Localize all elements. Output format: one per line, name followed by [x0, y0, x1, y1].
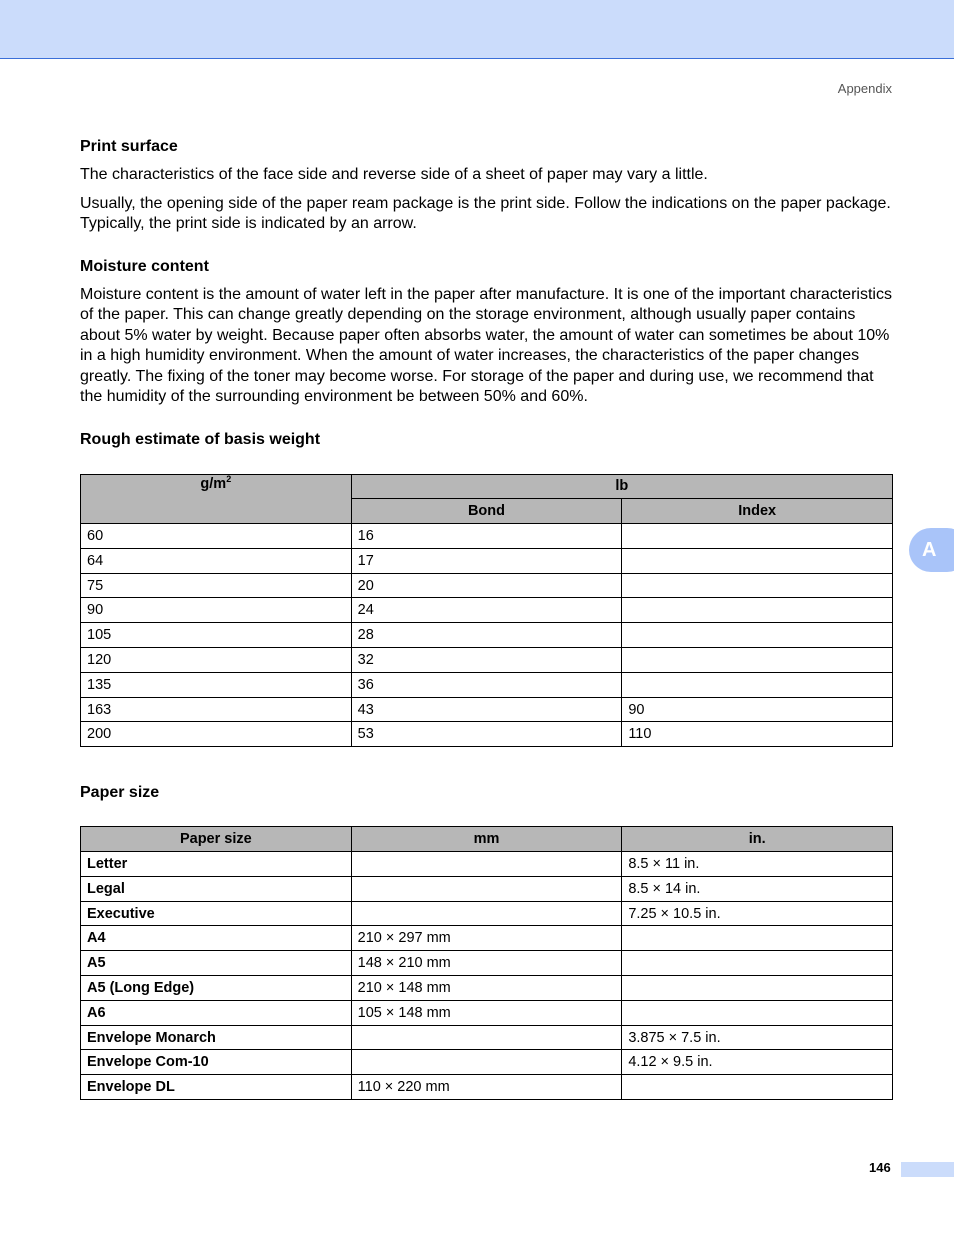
table-row	[81, 623, 893, 648]
table-cell: 3.875 × 7.5 in.	[622, 1025, 893, 1050]
table-row	[81, 852, 893, 877]
table-cell	[622, 623, 893, 648]
table-cell: 16	[351, 524, 622, 549]
table-cell: 105 × 148 mm	[351, 1000, 622, 1025]
table-cell: 110 × 220 mm	[351, 1075, 622, 1100]
basis-weight-table	[80, 474, 893, 748]
table-row	[81, 976, 893, 1001]
page-number: 146	[869, 1160, 891, 1175]
table-row	[81, 901, 893, 926]
table-cell: 110	[622, 722, 893, 747]
paper-size-table	[80, 826, 893, 1100]
table-row	[81, 573, 893, 598]
table-cell: 64	[81, 548, 352, 573]
moisture-heading: Moisture content	[80, 257, 209, 275]
page-content	[80, 137, 892, 1100]
table-cell: Envelope Com-10	[81, 1050, 352, 1075]
table-row	[81, 1000, 893, 1025]
header-bond: Bond	[351, 499, 622, 524]
table-cell	[622, 524, 893, 549]
table-cell	[622, 573, 893, 598]
table-cell: Envelope Monarch	[81, 1025, 352, 1050]
table-cell: 8.5 × 14 in.	[622, 876, 893, 901]
table-cell: 43	[351, 697, 622, 722]
table-cell: 36	[351, 672, 622, 697]
table-cell	[351, 1050, 622, 1075]
table-row	[81, 524, 893, 549]
table-cell: 120	[81, 648, 352, 673]
table-cell: 53	[351, 722, 622, 747]
basis-weight-heading: Rough estimate of basis weight	[80, 430, 321, 448]
table-cell: 20	[351, 573, 622, 598]
table-cell: Envelope DL	[81, 1075, 352, 1100]
moisture-para: Moisture content is the amount of water left in the paper after manufacture. It is one of the important characteristics of the paper. This can change greatly depending on the storage environment, although usually paper contains about 5% water by weight. Because paper often absorbs water, the amount of water can sometimes be about 10% in a high humidity environment. When the amount of water increases, the characteristics of the paper changes greatly. The fixing of the toner may become worse. For storage of the paper and during use, we recommend that the humidity of the surrounding environment be between 50% and 60%.	[80, 285, 892, 405]
table-cell: 163	[81, 697, 352, 722]
header-in: in.	[622, 827, 893, 852]
table-cell: 148 × 210 mm	[351, 951, 622, 976]
table-row	[81, 876, 893, 901]
table-cell: 24	[351, 598, 622, 623]
header-band	[0, 0, 954, 59]
table-row	[81, 1050, 893, 1075]
table-cell: Letter	[81, 852, 352, 877]
table-cell	[351, 876, 622, 901]
table-row	[81, 951, 893, 976]
table-cell: 32	[351, 648, 622, 673]
table-row	[81, 1025, 893, 1050]
table-cell	[622, 926, 893, 951]
header-lb: lb	[351, 474, 892, 499]
table-cell: 8.5 × 11 in.	[622, 852, 893, 877]
paper-size-heading: Paper size	[80, 784, 160, 802]
table-cell: A5	[81, 951, 352, 976]
header-index: Index	[622, 499, 893, 524]
table-cell	[351, 852, 622, 877]
table-row	[81, 648, 893, 673]
table-row	[81, 697, 893, 722]
table-cell	[622, 951, 893, 976]
appendix-side-tab: A	[909, 528, 954, 572]
table-cell: 90	[81, 598, 352, 623]
table-cell	[622, 648, 893, 673]
table-cell	[622, 598, 893, 623]
table-cell: Legal	[81, 876, 352, 901]
table-cell: 4.12 × 9.5 in.	[622, 1050, 893, 1075]
table-cell	[351, 901, 622, 926]
table-cell	[622, 1000, 893, 1025]
table-cell: A6	[81, 1000, 352, 1025]
table-cell: 75	[81, 573, 352, 598]
table-row	[81, 548, 893, 573]
header-gsm: $g/m^2$	[81, 474, 352, 524]
table-row	[81, 672, 893, 697]
table-cell	[622, 1075, 893, 1100]
print-surface-para-1: The characteristics of the face side and reverse side of a sheet of paper may vary a little.	[80, 166, 708, 183]
table-cell: Executive	[81, 901, 352, 926]
table-cell: 17	[351, 548, 622, 573]
table-cell	[622, 548, 893, 573]
table-cell: 200	[81, 722, 352, 747]
table-row	[81, 722, 893, 747]
table-cell	[622, 976, 893, 1001]
table-cell: 28	[351, 623, 622, 648]
table-row	[81, 926, 893, 951]
running-head: Appendix	[837, 81, 892, 96]
table-cell: A5 (Long Edge)	[81, 976, 352, 1001]
print-surface-para-2: Usually, the opening side of the paper ream package is the print side. Follow the indications on the paper package. Typically, the print side is indicated by an arrow.	[80, 194, 891, 232]
header-mm: mm	[351, 827, 622, 852]
table-cell	[622, 672, 893, 697]
table-cell: 90	[622, 697, 893, 722]
table-cell	[351, 1025, 622, 1050]
table-row	[81, 598, 893, 623]
table-cell: 210 × 148 mm	[351, 976, 622, 1001]
header-paper-size: Paper size	[81, 827, 352, 852]
print-surface-heading: Print surface	[80, 138, 178, 155]
table-cell: 7.25 × 10.5 in.	[622, 901, 893, 926]
table-cell: 60	[81, 524, 352, 549]
footer-bar	[901, 1162, 954, 1177]
table-cell: 105	[81, 623, 352, 648]
table-cell: 210 × 297 mm	[351, 926, 622, 951]
table-row	[81, 1075, 893, 1100]
table-cell: 135	[81, 672, 352, 697]
table-cell: A4	[81, 926, 352, 951]
